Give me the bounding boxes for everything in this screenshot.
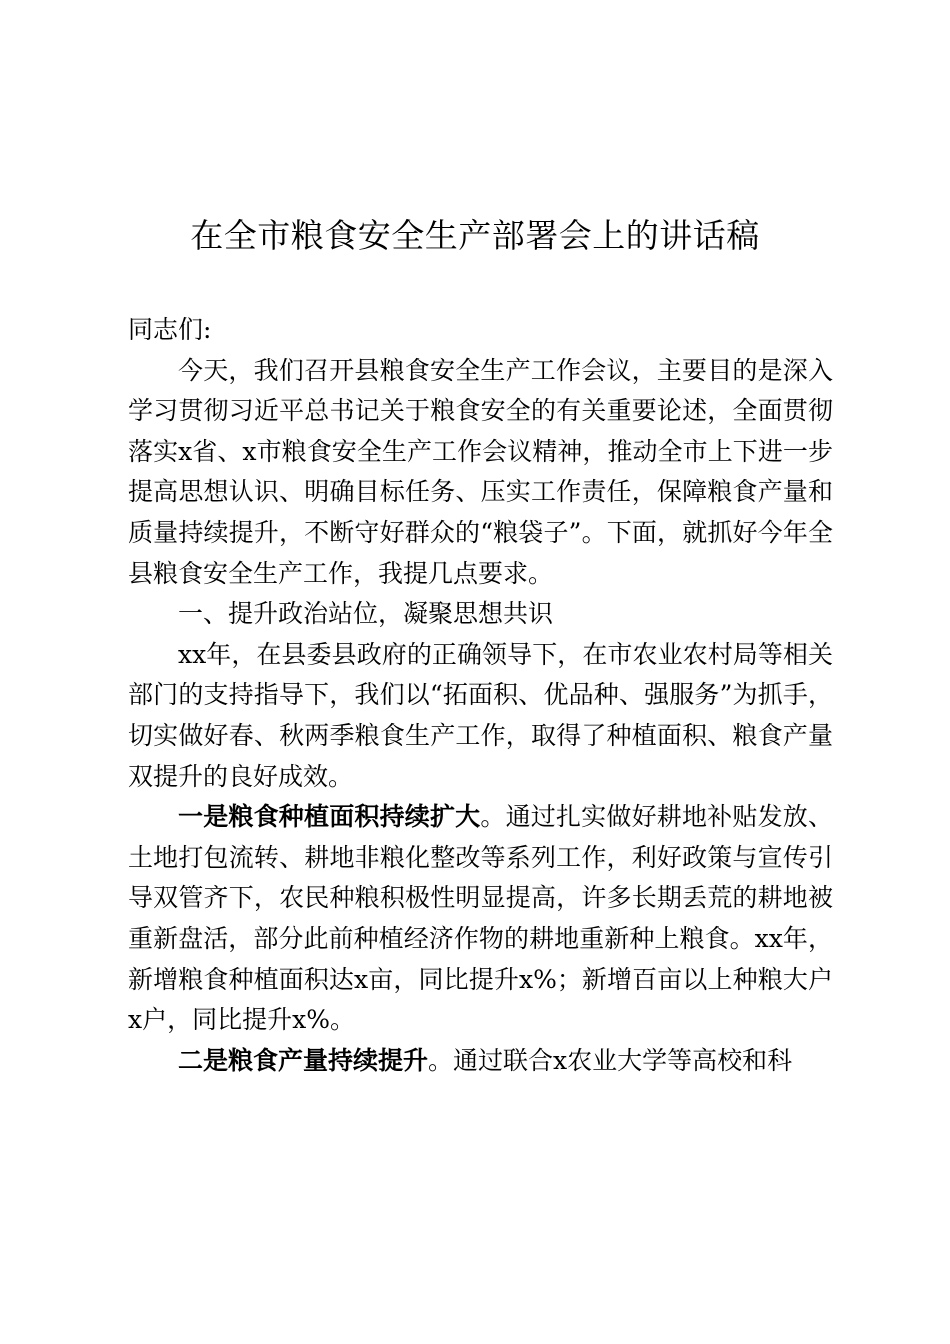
paragraph-planting-area-lead: 一是粮食种植面积持续扩大 — [178, 802, 481, 832]
paragraph-intro: 今天，我们召开县粮食安全生产工作会议，主要目的是深入学习贯彻习近平总书记关于粮食安全的有关重要论述，全面贯彻落实x省、x市粮食安全生产工作会议精神，推动全市上下进一步提高思想认识、明确目标任务、压实工作责任，保障粮食产量和质量持续提升，不断守好群众的“粮袋子”。下面，就抓好今年全县粮食安全生产工作，我提几点要求。 — [128, 355, 833, 588]
paragraph-grain-output-lead: 二是粮食产量持续提升 — [178, 1045, 429, 1075]
paragraph-grain-output-text: 。通过联合x农业大学等高校和科 — [428, 1045, 793, 1075]
document-title: 在全市粮食安全生产部署会上的讲话稿 — [190, 216, 760, 255]
paragraph-achievements: xx年，在县委县政府的正确领导下，在市农业农村局等相关部门的支持指导下，我们以“拓面积、优品种、强服务”为抓手，切实做好春、秋两季粮食生产工作，取得了种植面积、粮食产量双提升的良好成效。 — [128, 639, 833, 791]
document-body — [128, 310, 833, 1081]
section-heading-1: 一、提升政治站位，凝聚思想共识 — [178, 599, 554, 629]
paragraph-grain-output — [128, 1041, 833, 1082]
paragraph-planting-area-text: 。通过扎实做好耕地补贴发放、土地打包流转、耕地非粮化整改等系列工作，利好政策与宣传引导双管齐下，农民种粮积极性明显提高，许多长期丢荒的耕地被重新盘活，部分此前种植经济作物的耕地重新种上粮食。xx年，新增粮食种植面积达x亩，同比提升x%；新增百亩以上种粮大户x户，同比提升x%。 — [128, 802, 833, 1035]
salutation: 同志们: — [128, 315, 212, 344]
paragraph-planting-area — [128, 797, 833, 1041]
